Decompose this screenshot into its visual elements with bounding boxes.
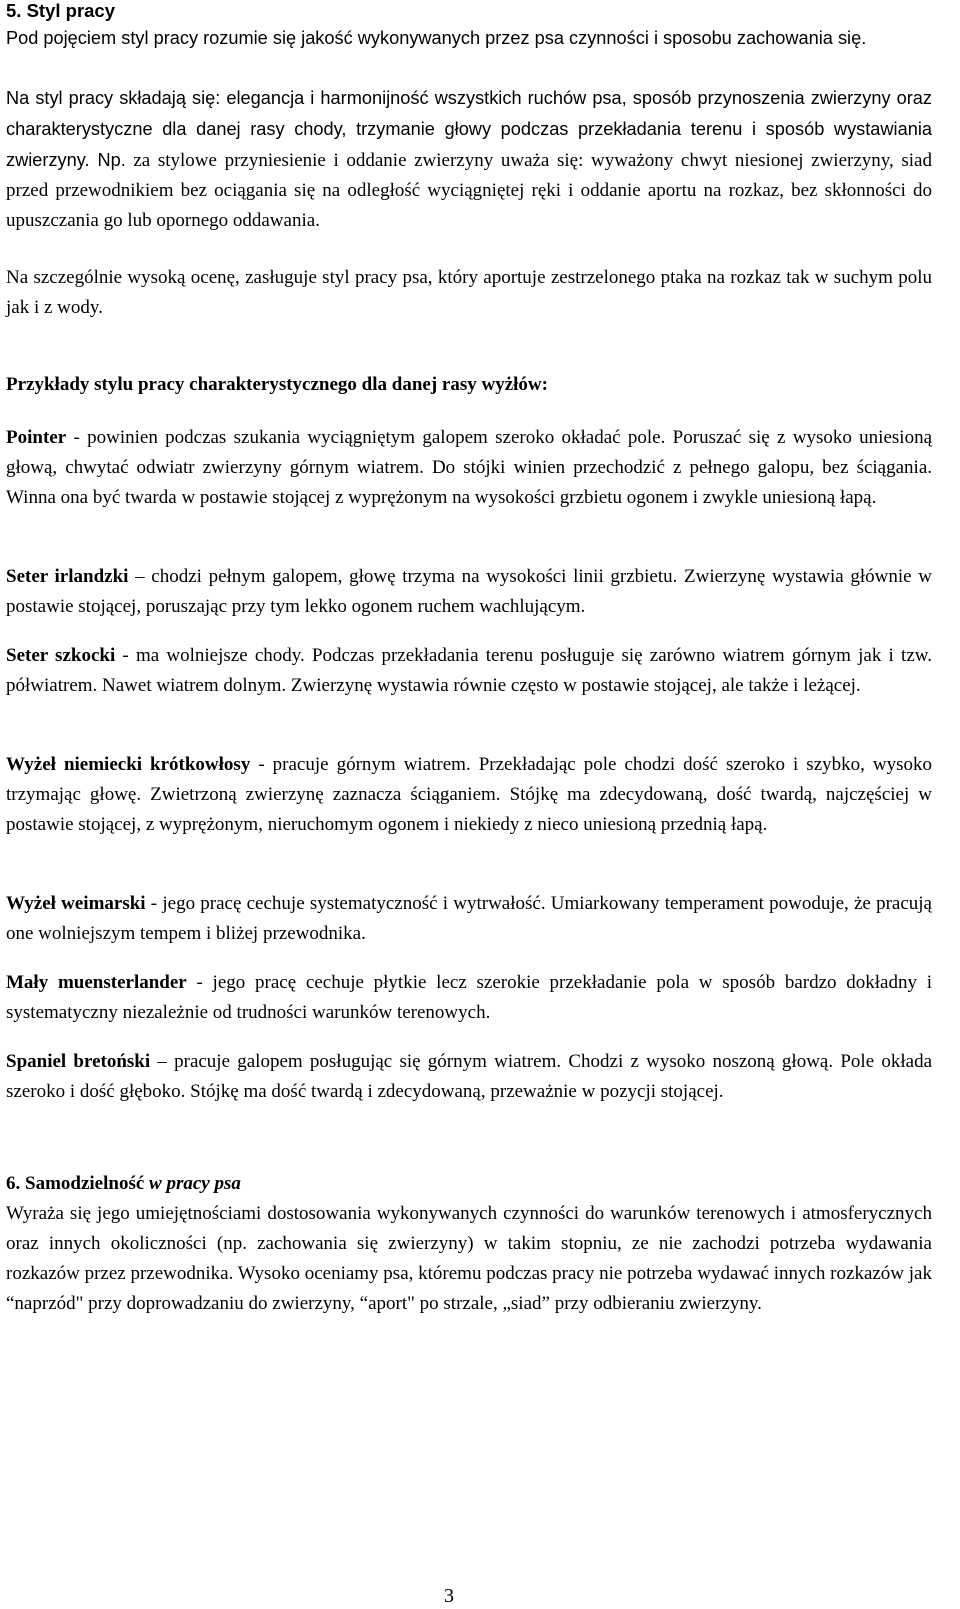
- breed-name: Mały muensterlander: [6, 972, 187, 993]
- section-5-paragraph-1: Pod pojęciem styl pracy rozumie się jakość wykonywanych przez psa czynności i sposobu zachowania się.: [6, 28, 867, 48]
- breed-name: Seter szkocki: [6, 645, 116, 666]
- page-number: 3: [444, 1585, 454, 1607]
- breed-name: Pointer: [6, 427, 67, 448]
- breed-name: Seter irlandzki: [6, 566, 129, 587]
- section-6-heading-italic: w pracy psa: [144, 1173, 241, 1194]
- breed-description: - ma wolniejsze chody. Podczas przekładania terenu posługuje się zarówno wiatrem górnym jak i tzw. półwiatrem. Nawet wiatrem dolnym. Zwierzynę wystawia równie często w postawie stojącej, ale także i leżącej.: [6, 645, 932, 696]
- breed-paragraph-irish-setter: [6, 562, 932, 622]
- breed-description: – chodzi pełnym galopem, głowę trzyma na wysokości linii grzbietu. Zwierzynę wystawia głównie w postawie stojącej, poruszając przy tym lekko ogonem ruchem wachlującym.: [6, 566, 932, 617]
- breed-description: - powinien podczas szukania wyciągniętym galopem szeroko okładać pole. Poruszać się z wysoko uniesioną głową, chwytać odwiatr zwierzyny górnym wiatrem. Do stójki winien przechodzić z pełnego galopu, bez ściągania. Winna ona być twarda w postawie stojącej z wyprężonym na wysokości grzbietu ogonem i zwykle uniesioną łapą.: [6, 427, 932, 508]
- section-6-paragraph: Wyraża się jego umiejętnościami dostosowania wykonywanych czynności do warunków terenowych i atmosferycznych oraz innych okoliczności (np. zachowania się zwierzyny) w takim stopniu, ze nie zachodzi potrzeba wydawania rozkazów przez przewodnika. Wysoko oceniamy psa, któremu podczas pracy nie potrzeba wydawać innych rozkazów jak “naprzód" przy doprowadzaniu do zwierzyny, “aport" po strzale, „siad” przy odbieraniu zwierzyny.: [6, 1203, 932, 1314]
- breed-name: Wyżeł niemiecki krótkowłosy: [6, 754, 251, 775]
- breed-name: Spaniel bretoński: [6, 1051, 151, 1072]
- breed-paragraph-german-shorthaired: [6, 750, 932, 840]
- breed-paragraph-weimaraner: [6, 889, 932, 949]
- breed-name: Wyżeł weimarski: [6, 893, 146, 914]
- section-5-paragraph-3: Na szczególnie wysoką ocenę, zasługuje styl pracy psa, który aportuje zestrzelonego ptaka na rozkaz tak w suchym polu jak i z wody.: [6, 267, 932, 318]
- section-5-paragraph-2-sans: Na styl pracy składają się: elegancja i harmonijność wszystkich ruchów psa, sposób przynoszenia zwierzyny oraz charakterystyczne dla danej rasy chody, trzymanie głowy podczas przekładania terenu i sposób wystawiania zwierzyny. Np.: [6, 88, 932, 170]
- breed-paragraph-small-munsterlander: [6, 968, 932, 1028]
- breed-paragraph-pointer: [6, 423, 932, 513]
- breed-description: - pracuje górnym wiatrem. Przekładając pole chodzi dość szeroko i szybko, wysoko trzymając głowę. Zwietrzoną zwierzynę zaznacza ściąganiem. Stójkę ma zdecydowaną, dość twardą, najczęściej w postawie stojącej, z wyprężonym, nieruchomym ogonem i niekiedy z nieco uniesioną przednią łapą.: [6, 754, 933, 835]
- breed-paragraph-brittany-spaniel: [6, 1047, 932, 1107]
- breed-examples-heading: Przykłady stylu pracy charakterystycznego dla danej rasy wyżłów:: [6, 374, 548, 395]
- section-6-heading: [6, 1169, 241, 1199]
- breed-description: – pracuje galopem posługując się górnym wiatrem. Chodzi z wysoko noszoną głową. Pole okłada szeroko i dość głęboko. Stójkę ma dość twardą i zdecydowaną, przeważnie w pozycji stojącej.: [6, 1051, 932, 1102]
- section-5-paragraph-2: [6, 83, 932, 236]
- breed-paragraph-gordon-setter: [6, 641, 932, 701]
- section-5-heading: 5. Styl pracy: [6, 0, 116, 21]
- breed-description: - jego pracę cechuje systematyczność i wytrwałość. Umiarkowany temperament powoduje, że pracują one wolniejszym tempem i bliżej przewodnika.: [6, 893, 932, 944]
- breed-description: - jego pracę cechuje płytkie lecz szerokie przekładanie pola w sposób bardzo dokładny i systematyczny niezależnie od trudności warunków terenowych.: [6, 972, 932, 1023]
- section-5-paragraph-2-serif: za stylowe przyniesienie i oddanie zwierzyny uważa się: wyważony chwyt niesionej zwierzyny, siad przed przewodnikiem bez ociągania się na odległość wyciągniętej ręki i oddanie aportu na rozkaz, bez skłonności do upuszczania go lub opornego oddawania.: [6, 150, 932, 231]
- section-6-heading-bold: 6. Samodzielność: [6, 1173, 145, 1194]
